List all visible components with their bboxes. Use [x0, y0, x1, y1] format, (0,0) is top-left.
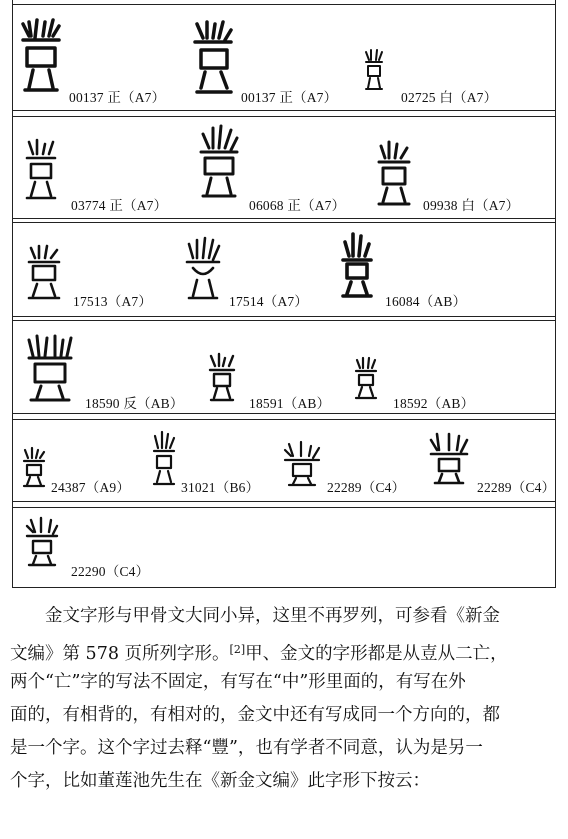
table-rule [13, 4, 555, 5]
oracle-bone-character-image [25, 334, 75, 406]
table-rule [13, 507, 555, 508]
character-source-label: 09938 白（A7） [423, 198, 520, 213]
character-source-label: 17513（A7） [73, 294, 153, 309]
oracle-bone-character-image [363, 48, 385, 92]
paragraph-line [10, 633, 562, 666]
character-source-label: 00137 正（A7） [241, 90, 338, 105]
body-text [10, 600, 562, 798]
table-rule [13, 413, 555, 414]
character-table [12, 0, 556, 588]
table-rule [13, 419, 555, 420]
oracle-bone-character-image [183, 236, 223, 304]
table-rule [13, 116, 555, 117]
oracle-bone-character-image [281, 440, 323, 488]
oracle-bone-character-image [19, 18, 63, 98]
footnote-reference[interactable]: [2] [229, 643, 246, 656]
oracle-bone-character-image [191, 20, 235, 100]
character-source-label: 06068 正（A7） [249, 198, 346, 213]
oracle-bone-character-image [339, 232, 375, 300]
character-source-label: 31021（B6） [181, 480, 260, 495]
oracle-bone-character-image [23, 516, 61, 568]
oracle-bone-character-image [427, 432, 471, 486]
paragraph-text: 文编》第 578 页所列字形。 [10, 644, 230, 664]
character-source-label: 02725 白（A7） [401, 90, 498, 105]
oracle-bone-character-image [197, 124, 241, 204]
oracle-bone-character-image [207, 352, 237, 404]
oracle-bone-character-image [23, 138, 59, 204]
table-rule [13, 316, 555, 317]
character-source-label: 16084（AB） [385, 294, 467, 309]
table-rule [13, 320, 555, 321]
table-rule [13, 110, 555, 111]
character-source-label: 22289（C4） [477, 480, 556, 495]
oracle-bone-character-image [21, 446, 47, 490]
paragraph-line: 是一个字。这个字过去释“豐”，也有学者不同意，认为是另一 [10, 738, 483, 758]
paragraph-line: 两个“亡”字的写法不固定，有写在“中”形里面的，有写在外 [10, 672, 466, 692]
character-source-label: 00137 正（A7） [69, 90, 166, 105]
oracle-bone-character-image [151, 430, 177, 488]
character-source-label: 18591（AB） [249, 396, 331, 411]
paragraph-line: 金文字形与甲骨文大同小异，这里不再罗列，可参看《新金 [45, 606, 500, 626]
oracle-bone-character-image [25, 244, 63, 302]
table-rule [13, 222, 555, 223]
character-source-label: 22289（C4） [327, 480, 406, 495]
character-source-label: 22290（C4） [71, 564, 150, 579]
table-rule [13, 218, 555, 219]
oracle-bone-character-image [353, 356, 379, 402]
table-rule [13, 587, 555, 588]
character-source-label: 03774 正（A7） [71, 198, 168, 213]
character-source-label: 17514（A7） [229, 294, 309, 309]
table-rule [13, 501, 555, 502]
character-source-label: 24387（A9） [51, 480, 131, 495]
paragraph-text: 甲、金文的字形都是从壴从二亡， [245, 644, 508, 664]
character-source-label: 18590 反（AB） [85, 396, 184, 411]
oracle-bone-character-image [375, 140, 413, 208]
paragraph-line: 个字，比如董莲池先生在《新金文编》此字形下按云： [10, 771, 430, 791]
paragraph-line: 面的，有相背的，有相对的，金文中还有写成同一个方向的，都 [10, 705, 500, 725]
character-source-label: 18592（AB） [393, 396, 475, 411]
